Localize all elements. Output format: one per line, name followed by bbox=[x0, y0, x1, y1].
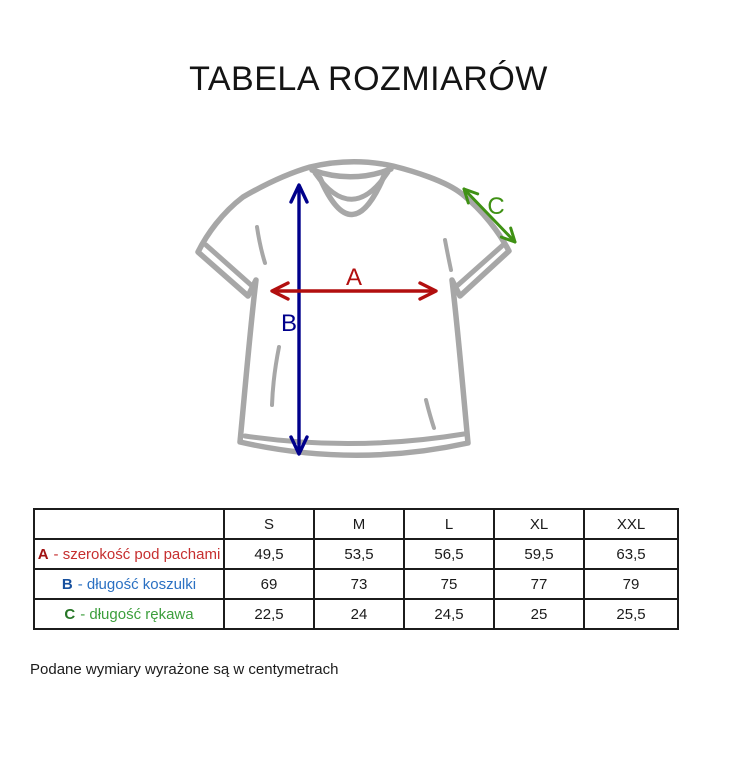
value-cell: 24,5 bbox=[404, 599, 494, 629]
column-header-xxl: XXL bbox=[584, 509, 678, 539]
value-cell: 79 bbox=[584, 569, 678, 599]
row-desc-b: - długość koszulki bbox=[77, 575, 197, 593]
value-cell: 59,5 bbox=[494, 539, 584, 569]
row-letter-c: C bbox=[64, 605, 76, 623]
row-desc-a: - szerokość pod pachami bbox=[53, 545, 221, 563]
value-cell: 53,5 bbox=[314, 539, 404, 569]
column-header-xl: XL bbox=[494, 509, 584, 539]
row-label-a bbox=[34, 539, 224, 569]
value-cell: 77 bbox=[494, 569, 584, 599]
value-cell: 69 bbox=[224, 569, 314, 599]
row-label-c bbox=[34, 599, 224, 629]
row-desc-c: - długość rękawa bbox=[80, 605, 194, 623]
value-cell: 73 bbox=[314, 569, 404, 599]
size-table bbox=[33, 508, 679, 630]
value-cell: 63,5 bbox=[584, 539, 678, 569]
value-cell: 22,5 bbox=[224, 599, 314, 629]
table-row-a-width bbox=[34, 539, 678, 569]
value-cell: 25 bbox=[494, 599, 584, 629]
corner-cell bbox=[34, 509, 224, 539]
size-table-header-row bbox=[34, 509, 678, 539]
value-cell: 49,5 bbox=[224, 539, 314, 569]
tshirt-measurement-diagram bbox=[185, 150, 545, 485]
row-letter-b: B bbox=[61, 575, 73, 593]
row-letter-a: A bbox=[37, 545, 49, 563]
value-cell: 24 bbox=[314, 599, 404, 629]
tshirt-diagram-svg bbox=[185, 150, 545, 485]
column-header-s: S bbox=[224, 509, 314, 539]
tshirt-outline-icon bbox=[198, 162, 509, 456]
diagram-label-b: B bbox=[280, 310, 298, 337]
diagram-label-c: C bbox=[487, 193, 505, 220]
table-row-c-sleeve bbox=[34, 599, 678, 629]
table-row-b-length bbox=[34, 569, 678, 599]
value-cell: 56,5 bbox=[404, 539, 494, 569]
column-header-m: M bbox=[314, 509, 404, 539]
page-title: TABELA ROZMIARÓW bbox=[189, 60, 548, 98]
column-header-l: L bbox=[404, 509, 494, 539]
units-note: Podane wymiary wyrażone są w centymetrach bbox=[30, 661, 339, 678]
value-cell: 75 bbox=[404, 569, 494, 599]
value-cell: 25,5 bbox=[584, 599, 678, 629]
diagram-label-a: A bbox=[345, 264, 363, 291]
row-label-b bbox=[34, 569, 224, 599]
